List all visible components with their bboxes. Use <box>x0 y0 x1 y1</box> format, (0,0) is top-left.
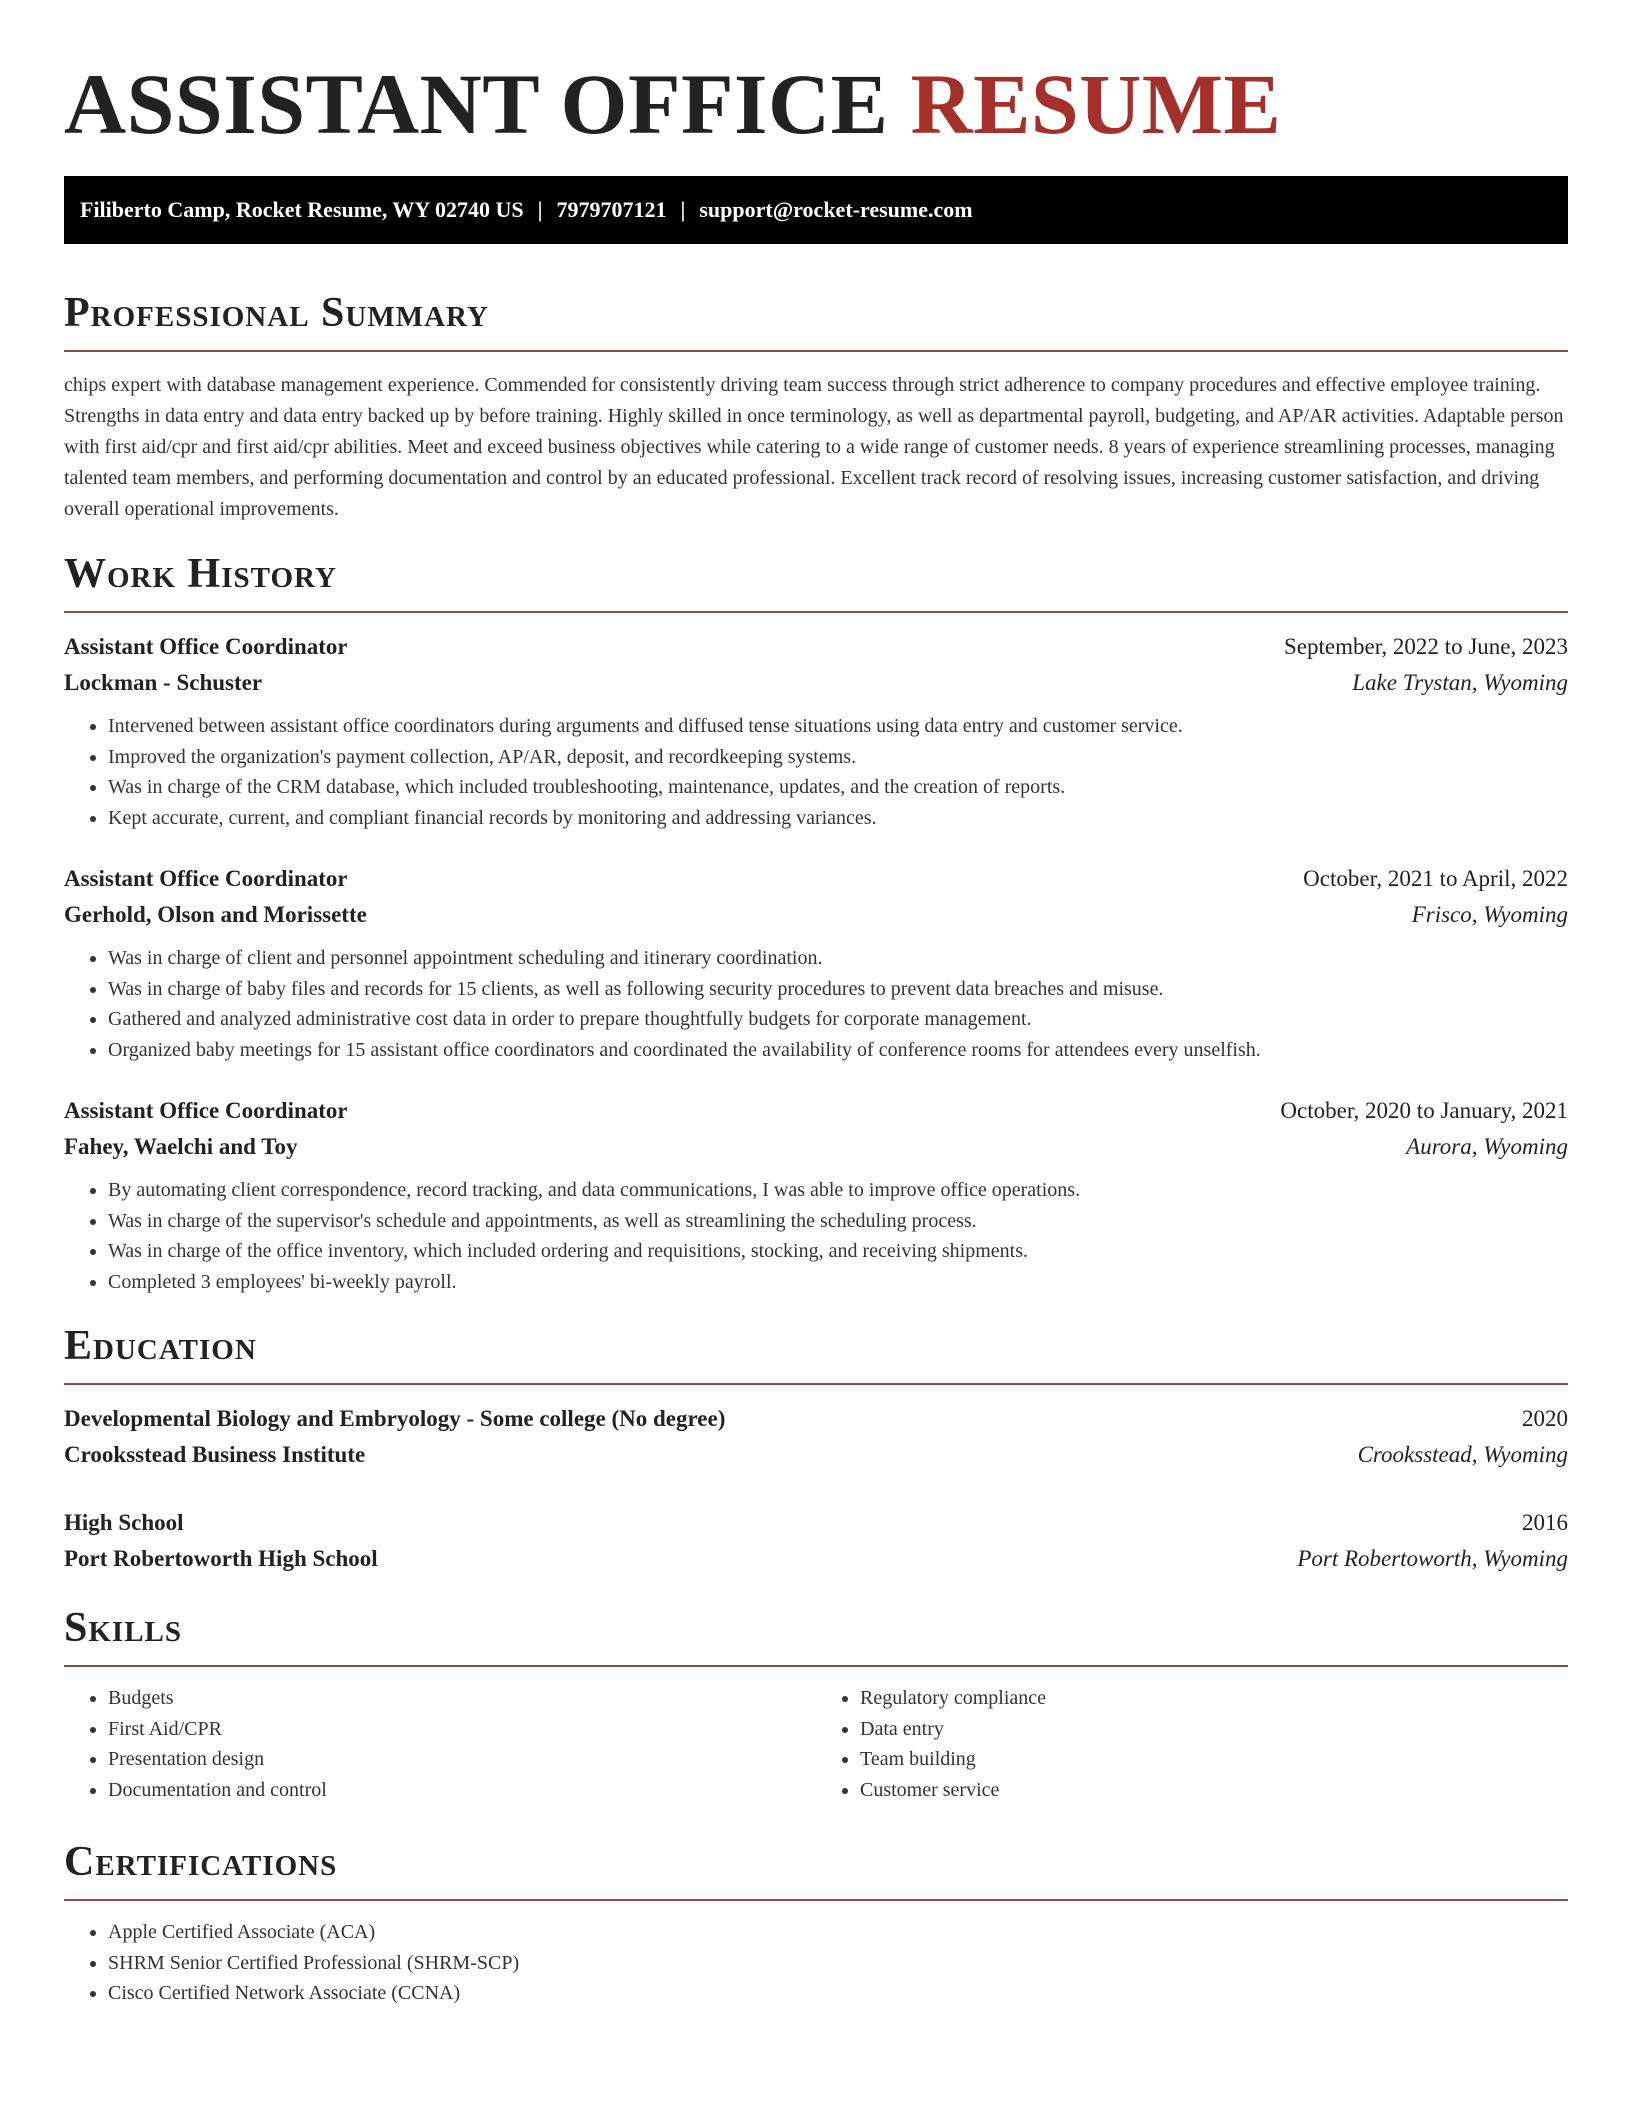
list-item: • Was in charge of client and personnel appointment scheduling and itinerary coordination. <box>108 943 1568 974</box>
skill-item: • Budgets <box>108 1683 816 1714</box>
education-school-row <box>64 1541 1568 1577</box>
certification-item: • Apple Certified Associate (ACA) <box>108 1917 1568 1948</box>
job-location: Frisco, Wyoming <box>1411 902 1568 927</box>
education-entry <box>64 1505 1568 1577</box>
list-item: • Kept accurate, current, and compliant financial records by monitoring and addressing variances. <box>108 803 1568 834</box>
education-location: Port Robertoworth, Wyoming <box>1297 1546 1568 1571</box>
job-entry <box>64 1093 1568 1297</box>
education-heading: Education <box>64 1323 1568 1385</box>
skill-item: • First Aid/CPR <box>108 1714 816 1745</box>
certifications-list <box>64 1917 1568 2009</box>
list-item: • Gathered and analyzed administrative cost data in order to prepare thoughtfully budgets for corporate management. <box>108 1004 1568 1035</box>
education-year: 2020 <box>1522 1406 1568 1431</box>
contact-bar <box>64 176 1568 244</box>
list-item: • Was in charge of the supervisor's schedule and appointments, as well as streamlining the scheduling process. <box>108 1206 1568 1237</box>
contact-separator: | <box>537 197 543 222</box>
list-item: • Completed 3 employees' bi-weekly payroll. <box>108 1267 1568 1298</box>
resume-page <box>64 0 1568 2009</box>
skill-item: • Presentation design <box>108 1744 816 1775</box>
job-location: Aurora, Wyoming <box>1406 1134 1568 1159</box>
job-company-row <box>64 897 1568 933</box>
job-header-row <box>64 1093 1568 1129</box>
education-entry <box>64 1401 1568 1473</box>
education-degree: Developmental Biology and Embryology - Some college (No degree) <box>64 1406 726 1431</box>
job-title: Assistant Office Coordinator <box>64 634 348 659</box>
job-company: Fahey, Waelchi and Toy <box>64 1134 298 1159</box>
job-dates: October, 2021 to April, 2022 <box>1303 866 1568 891</box>
list-item: • Improved the organization's payment collection, AP/AR, deposit, and recordkeeping systems. <box>108 742 1568 773</box>
education-school: Port Robertoworth High School <box>64 1546 378 1571</box>
job-header-row <box>64 861 1568 897</box>
skills-heading: Skills <box>64 1605 1568 1667</box>
job-company-row <box>64 665 1568 701</box>
job-header-row <box>64 629 1568 665</box>
job-entry <box>64 861 1568 1065</box>
job-location: Lake Trystan, Wyoming <box>1352 670 1568 695</box>
list-item: • Was in charge of the CRM database, which included troubleshooting, maintenance, updates, and the creation of reports. <box>108 772 1568 803</box>
skills-list-right <box>816 1683 1568 1805</box>
skill-item: • Documentation and control <box>108 1775 816 1806</box>
education-degree-row <box>64 1505 1568 1541</box>
title-main: ASSISTANT OFFICE <box>64 56 889 152</box>
education-location: Crooksstead, Wyoming <box>1357 1442 1568 1467</box>
skill-item: • Regulatory compliance <box>860 1683 1568 1714</box>
contact-address: Filiberto Camp, Rocket Resume, WY 02740 US <box>80 197 524 222</box>
certification-item: • SHRM Senior Certified Professional (SHRM-SCP) <box>108 1948 1568 1979</box>
job-bullets <box>64 943 1568 1065</box>
skills-grid <box>64 1683 1568 1805</box>
skill-item: • Team building <box>860 1744 1568 1775</box>
job-title: Assistant Office Coordinator <box>64 1098 348 1123</box>
skill-item: • Data entry <box>860 1714 1568 1745</box>
contact-phone: 7979707121 <box>556 197 667 222</box>
summary-text: chips expert with database management experience. Commended for consistently driving team success through strict adherence to company procedures and effective employee training. Strengths in data entry and data entry backed up by before training. Highly skilled in once terminology, as well as departmental payroll, budgeting, and AP/AR activities. Adaptable person with first aid/cpr and first aid/cpr abilities. Meet and exceed business objectives while catering to a wide range of customer needs. 8 years of experience streamlining processes, managing talented team members, and performing documentation and control by an educated professional. Excellent track record of resolving issues, increasing customer satisfaction, and driving overall operational improvements. <box>64 374 1564 520</box>
skills-list-left <box>64 1683 816 1805</box>
list-item: • Organized baby meetings for 15 assistant office coordinators and coordinated the availability of conference rooms for attendees every unselfish. <box>108 1035 1568 1066</box>
job-dates: October, 2020 to January, 2021 <box>1280 1098 1568 1123</box>
list-item: • Intervened between assistant office coordinators during arguments and diffused tense situations using data entry and customer service. <box>108 711 1568 742</box>
list-item: • By automating client correspondence, record tracking, and data communications, I was able to improve office operations. <box>108 1175 1568 1206</box>
certifications-heading: Certifications <box>64 1839 1568 1901</box>
education-degree-row <box>64 1401 1568 1437</box>
education-school: Crooksstead Business Institute <box>64 1442 366 1467</box>
list-item: • Was in charge of the office inventory, which included ordering and requisitions, stocking, and receiving shipments. <box>108 1236 1568 1267</box>
summary-heading: Professional Summary <box>64 290 1568 352</box>
job-bullets <box>64 1175 1568 1297</box>
education-year: 2016 <box>1522 1510 1568 1535</box>
work-history-heading: Work History <box>64 551 1568 613</box>
contact-separator: | <box>680 197 686 222</box>
education-school-row <box>64 1437 1568 1473</box>
education-degree: High School <box>64 1510 184 1535</box>
job-entry <box>64 629 1568 833</box>
job-company: Lockman - Schuster <box>64 670 263 695</box>
contact-email: support@rocket-resume.com <box>699 197 973 222</box>
job-title: Assistant Office Coordinator <box>64 866 348 891</box>
skill-item: • Customer service <box>860 1775 1568 1806</box>
list-item: • Was in charge of baby files and records for 15 clients, as well as following security procedures to prevent data breaches and misuse. <box>108 974 1568 1005</box>
job-company-row <box>64 1129 1568 1165</box>
title-accent: RESUME <box>910 56 1282 152</box>
certification-item: • Cisco Certified Network Associate (CCNA) <box>108 1978 1568 2009</box>
job-bullets <box>64 711 1568 833</box>
job-company: Gerhold, Olson and Morissette <box>64 902 367 927</box>
job-dates: September, 2022 to June, 2023 <box>1284 634 1568 659</box>
resume-title <box>64 0 1568 156</box>
